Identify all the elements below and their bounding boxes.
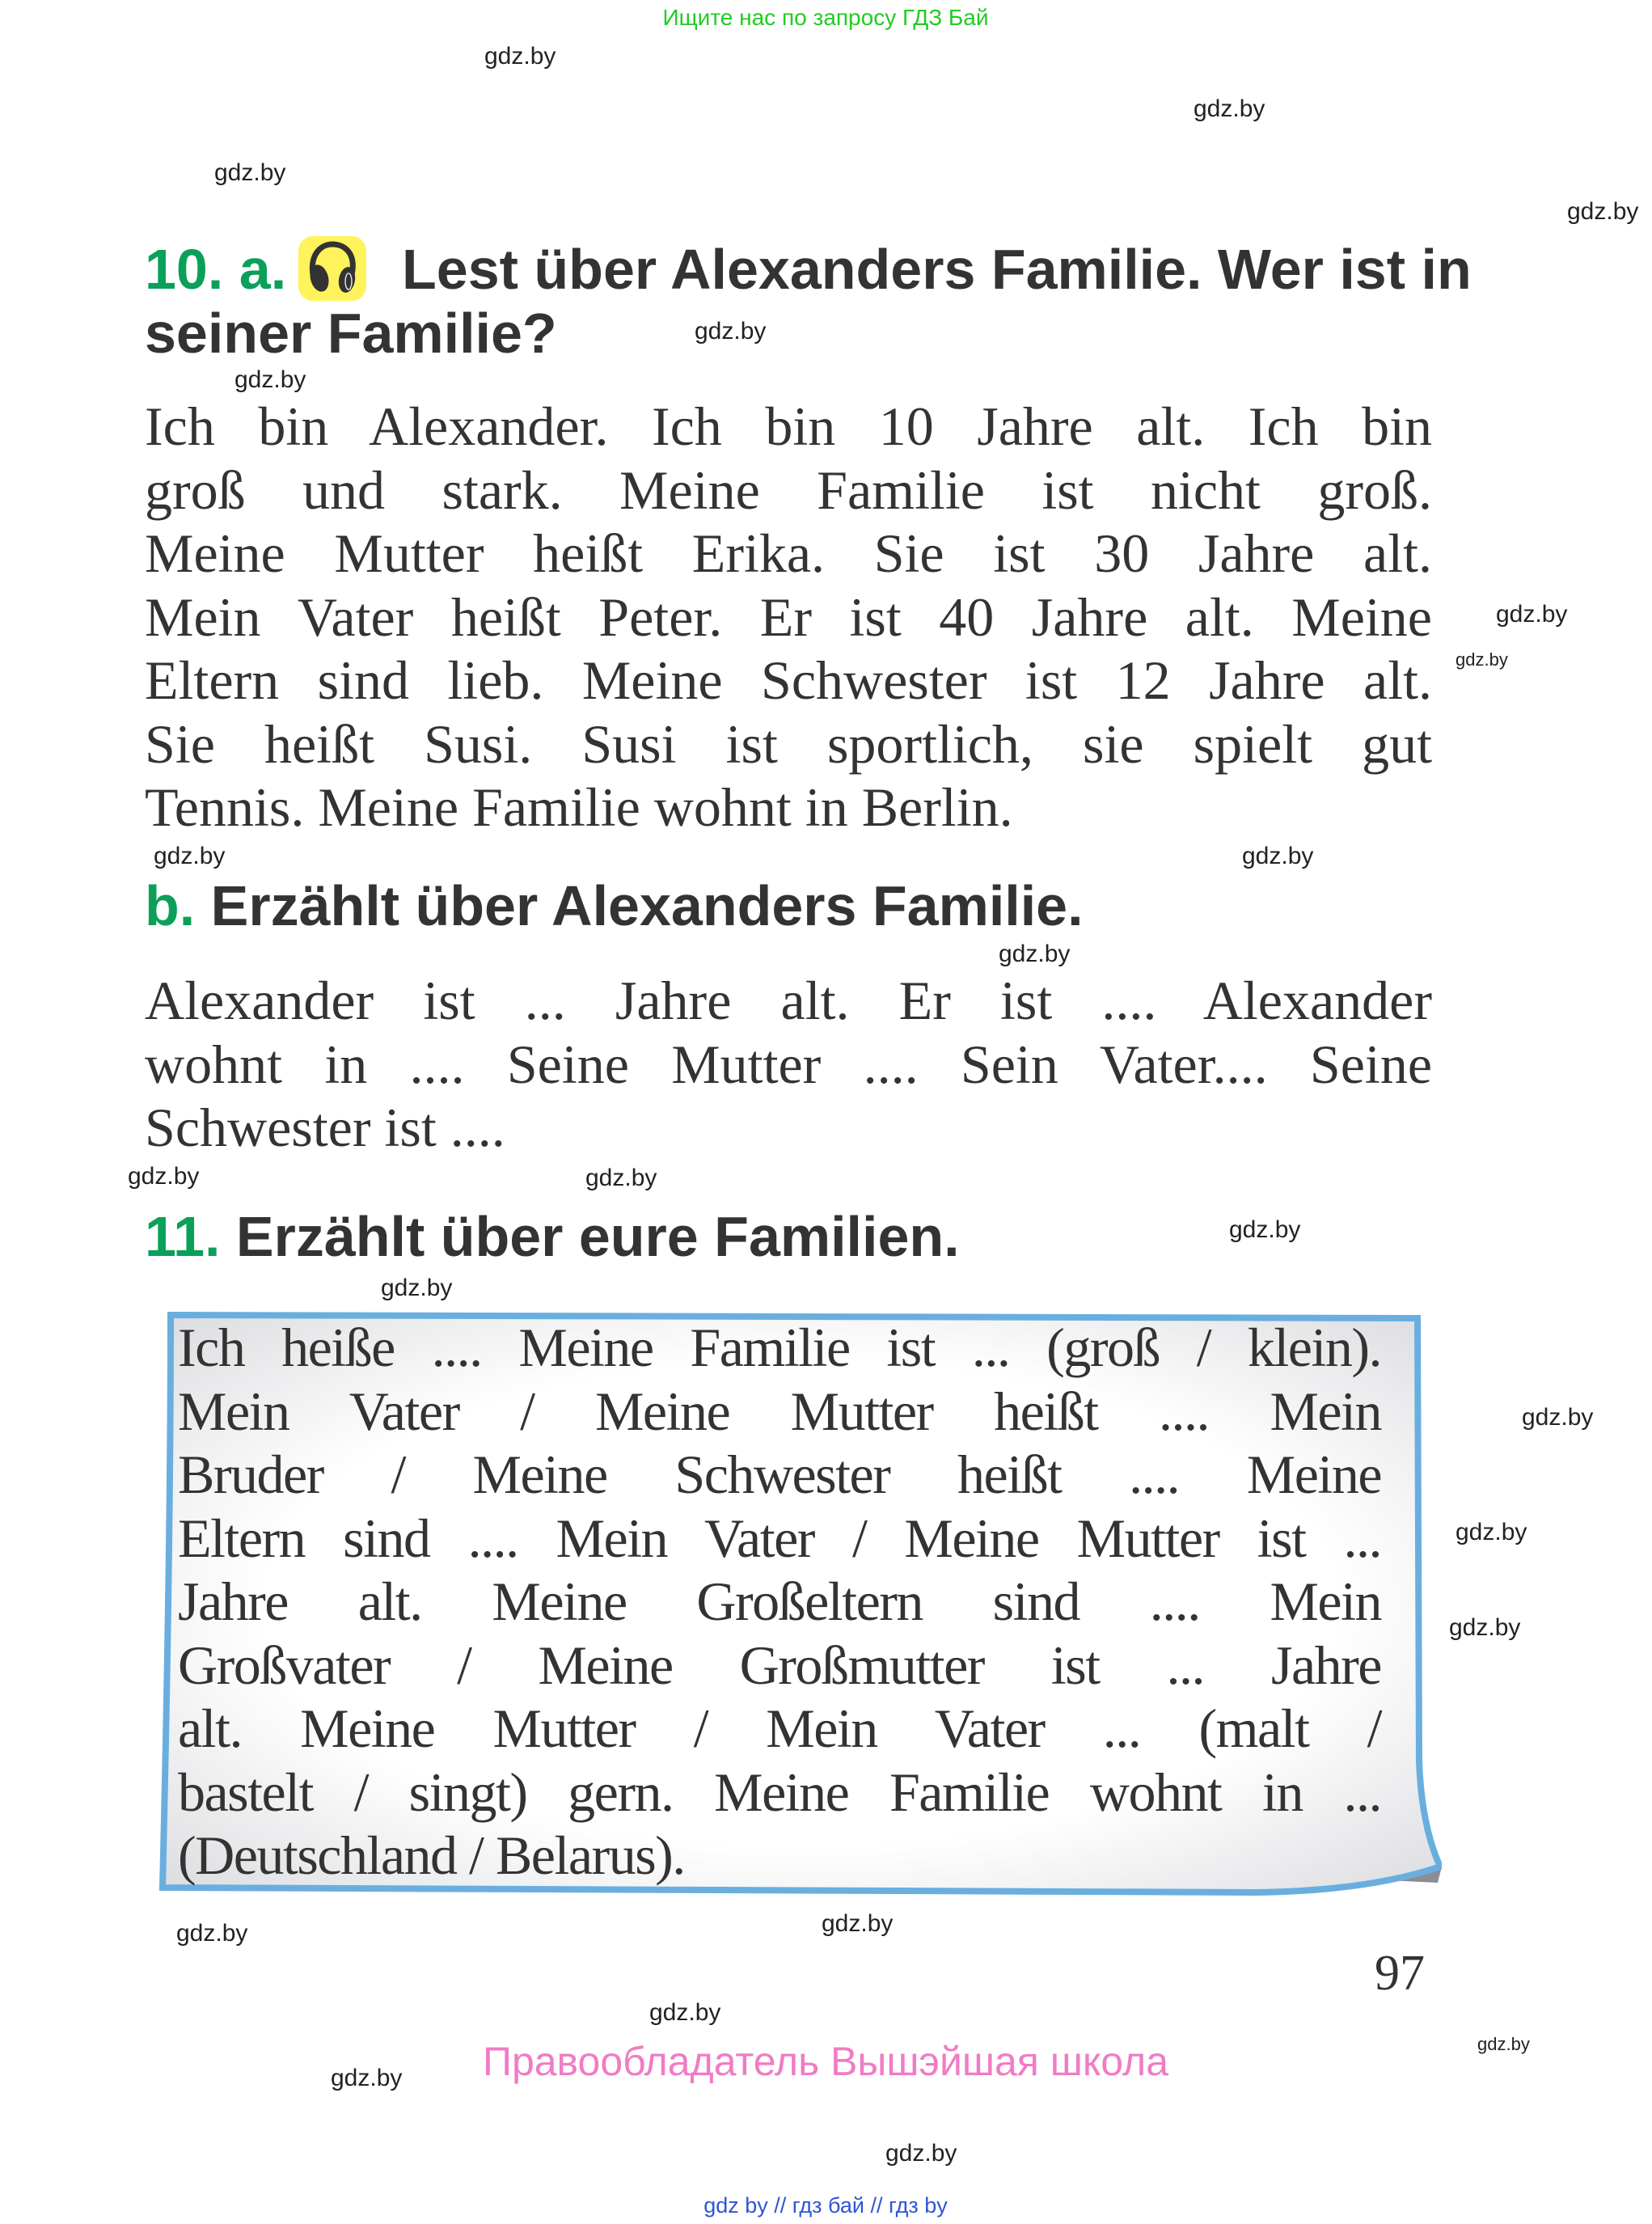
exercise-10b-text (145, 969, 1432, 1160)
exercise-11-heading (145, 1205, 960, 1269)
watermark: gdz.by (999, 941, 1071, 967)
watermark: gdz.by (1194, 95, 1265, 122)
text-line: (Deutschland / Belarus). (178, 1824, 685, 1886)
exercise-10a-text (145, 395, 1432, 839)
watermark: gdz.by (234, 366, 306, 393)
text-line: groß und stark. Meine Familie ist nicht groß. (145, 459, 1432, 521)
watermark: gdz.by (695, 318, 767, 345)
text-line: Eltern sind .... Mein Vater / Meine Mutter ist ... (178, 1507, 1381, 1569)
watermark: gdz.by (176, 1920, 248, 1947)
text-line: Jahre alt. Meine Großeltern sind .... Mein (178, 1571, 1381, 1632)
watermark: gdz.by (484, 43, 556, 70)
watermark: gdz.by (585, 1165, 657, 1191)
text-line: Mein Vater / Meine Mutter heißt .... Mein (178, 1380, 1381, 1442)
page-number: 97 (1375, 1946, 1425, 2001)
watermark: gdz.by (885, 2140, 957, 2167)
exercise-number: 11. (145, 1205, 221, 1268)
exercise-10b-heading (145, 874, 1084, 938)
watermark: gdz.by (214, 159, 286, 186)
text-line: Mein Vater heißt Peter. Er ist 40 Jahre alt. Meine (145, 586, 1432, 648)
watermark: gdz.by (1522, 1404, 1594, 1431)
text-line: wohnt in .... Seine Mutter .... Sein Vater.... Seine (145, 1033, 1432, 1095)
watermark: gdz.by (154, 843, 226, 869)
text-line: Schwester ist .... (145, 1097, 505, 1158)
text-line: Tennis. Meine Familie wohnt in Berlin. (145, 776, 1013, 838)
text-line: Ich heiße .... Meine Familie ist ... (groß / klein). (178, 1317, 1381, 1378)
exercise-number: 10. a. (145, 238, 287, 301)
text-line: bastelt / singt) gern. Meine Familie wohnt in ... (178, 1761, 1381, 1823)
text-line: Sie heißt Susi. Susi ist sportlich, sie spielt gut (145, 712, 1432, 775)
watermark: gdz.by (1496, 601, 1568, 628)
text-line: Meine Mutter heißt Erika. Sie ist 30 Jahre alt. (145, 522, 1432, 584)
text-line: Bruder / Meine Schwester heißt .... Meine (178, 1444, 1381, 1505)
exercise-title: Erzählt über Alexanders Familie. (210, 874, 1084, 937)
text-line: Großvater / Meine Großmutter ist ... Jahre (178, 1634, 1381, 1696)
search-hint-banner: Ищите нас по запросу ГДЗ Бай (662, 5, 989, 30)
watermark: gdz.by (1456, 1519, 1527, 1545)
text-line: Alexander ist ... Jahre alt. Er ist .... Alexander (145, 970, 1432, 1031)
watermark: gdz.by (381, 1275, 453, 1301)
exercise-letter: b. (145, 874, 196, 937)
copyright-notice: Правообладатель Вышэйшая школа (483, 2039, 1168, 2084)
exercise-title: Erzählt über eure Familien. (235, 1205, 960, 1268)
watermark: gdz.by (128, 1163, 200, 1190)
exercise-10a-heading-line2: seiner Familie? (145, 302, 557, 365)
text-line: alt. Meine Mutter / Mein Vater ... (malt / (178, 1698, 1381, 1759)
text-line: Eltern sind lieb. Meine Schwester ist 12 Jahre alt. (145, 649, 1432, 711)
exercise-title: Lest über Alexanders Familie. Wer ist in (402, 238, 1472, 301)
watermark: gdz.by (1242, 843, 1314, 869)
footer-links[interactable]: gdz by // гдз бай // гдз by (703, 2193, 948, 2218)
watermark: gdz.by (1477, 2034, 1530, 2054)
watermark: gdz.by (649, 1999, 721, 2026)
watermark: gdz.by (1449, 1614, 1521, 1641)
headphones-icon (298, 236, 366, 301)
watermark: gdz.by (1229, 1216, 1301, 1243)
watermark: gdz.by (1456, 649, 1508, 670)
watermark: gdz.by (331, 2065, 403, 2091)
text-line: Ich bin Alexander. Ich bin 10 Jahre alt. Ich bin (145, 395, 1432, 457)
watermark: gdz.by (822, 1910, 894, 1937)
watermark: gdz.by (1567, 198, 1639, 225)
exercise-11-text (178, 1316, 1381, 1888)
